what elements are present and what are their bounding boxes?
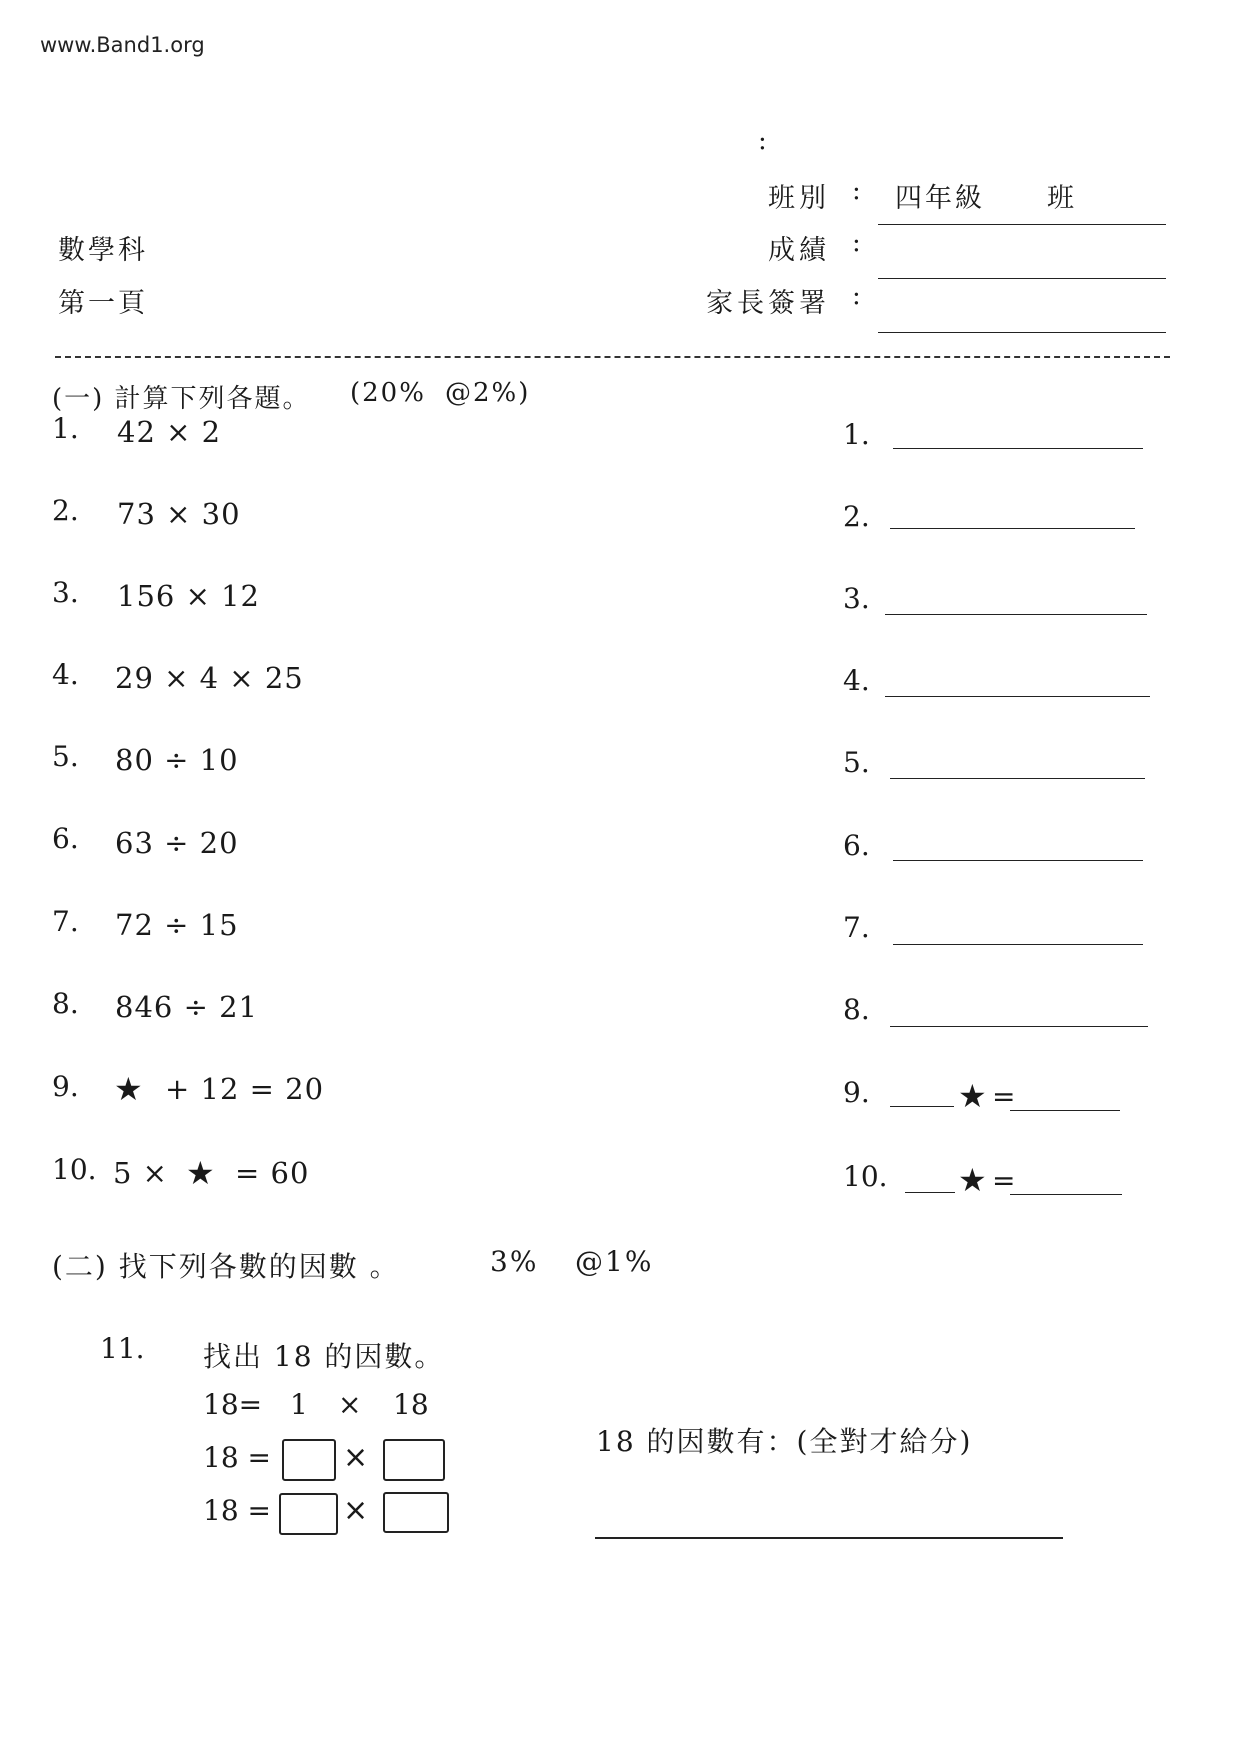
question-7-number: 7. xyxy=(52,905,79,938)
answer-7-line[interactable] xyxy=(893,944,1143,945)
question-11-number: 11. xyxy=(100,1332,145,1365)
section2-title: (二) 找下列各數的因數 。 xyxy=(52,1250,400,1283)
question-9-number: 9. xyxy=(52,1070,79,1103)
question-8-number: 8. xyxy=(52,987,79,1020)
header-divider xyxy=(55,356,1170,358)
factor-row-1-op: × xyxy=(338,1388,362,1421)
question-11-prompt: 找出 18 的因數。 xyxy=(203,1340,445,1373)
factor-row-2-lhs: 18 = xyxy=(203,1441,271,1474)
question-6-expression: 63 ÷ 20 xyxy=(115,826,239,860)
score-underline xyxy=(878,278,1166,279)
answer-2-line[interactable] xyxy=(890,528,1135,529)
answer-3-line[interactable] xyxy=(885,614,1147,615)
question-1-number: 1. xyxy=(52,412,79,445)
star-icon: ★ xyxy=(186,1154,215,1192)
question-10-number: 10. xyxy=(52,1153,97,1186)
section2-each: @1% xyxy=(575,1245,654,1278)
answer-9-blank-before-star[interactable] xyxy=(890,1106,954,1107)
answer-6-number: 6. xyxy=(843,829,870,862)
factor-row-1-b: 18 xyxy=(393,1388,429,1421)
subject-title: 數學科 xyxy=(58,235,148,266)
score-colon: : xyxy=(852,228,861,258)
answer-2-number: 2. xyxy=(843,500,870,533)
star-icon: ★ xyxy=(958,1077,987,1115)
answer-8-number: 8. xyxy=(843,993,870,1026)
answer-1-number: 1. xyxy=(843,418,870,451)
factor-row-1-lhs: 18= xyxy=(203,1388,263,1421)
section1-marks: (20% xyxy=(350,378,426,408)
question-2-number: 2. xyxy=(52,494,79,527)
score-label: 成績 xyxy=(768,235,830,266)
question-5-number: 5. xyxy=(52,740,79,773)
answer-8-line[interactable] xyxy=(890,1026,1148,1027)
parent-signature-colon: : xyxy=(852,281,861,311)
question-10-expression-right: = 60 xyxy=(235,1156,310,1190)
answer-9-number: 9. xyxy=(843,1076,870,1109)
answer-9-line[interactable] xyxy=(1010,1110,1120,1111)
factor-row-2-box-b[interactable] xyxy=(383,1439,445,1481)
factor-row-3-op: × xyxy=(343,1493,369,1528)
question-5-expression: 80 ÷ 10 xyxy=(115,743,239,777)
star-icon: ★ xyxy=(114,1070,143,1108)
factor-row-3-lhs: 18 = xyxy=(203,1494,271,1527)
answer-10-number: 10. xyxy=(843,1160,888,1193)
answer-4-line[interactable] xyxy=(885,696,1150,697)
question-7-expression: 72 ÷ 15 xyxy=(115,908,239,942)
answer-10-line[interactable] xyxy=(1010,1194,1122,1195)
answer-5-number: 5. xyxy=(843,746,870,779)
question-2-expression: 73 × 30 xyxy=(117,497,241,531)
section1-title: (一) 計算下列各題。 xyxy=(52,384,311,414)
answer-10-equals: = xyxy=(992,1164,1016,1197)
question-6-number: 6. xyxy=(52,822,79,855)
question-4-number: 4. xyxy=(52,658,79,691)
star-icon: ★ xyxy=(958,1161,987,1199)
answer-1-line[interactable] xyxy=(893,448,1143,449)
parent-signature-label: 家長簽署 xyxy=(706,288,830,319)
factor-row-2-box-a[interactable] xyxy=(282,1439,336,1481)
question-1-expression: 42 × 2 xyxy=(117,415,222,449)
factor-row-3-box-b[interactable] xyxy=(383,1492,449,1533)
factors-answer-line[interactable] xyxy=(595,1537,1063,1539)
class-label: 班別 xyxy=(768,183,830,214)
class-underline xyxy=(878,224,1166,225)
factor-row-1-a: 1 xyxy=(290,1388,308,1421)
section1-each: @2%) xyxy=(445,378,531,408)
answer-9-equals: = xyxy=(992,1080,1016,1113)
class-value[interactable]: 四年級 xyxy=(895,183,985,214)
answer-4-number: 4. xyxy=(843,664,870,697)
answer-6-line[interactable] xyxy=(893,860,1143,861)
top-colon-mark: : xyxy=(758,126,767,156)
class-colon: : xyxy=(852,176,861,206)
answer-5-line[interactable] xyxy=(890,778,1145,779)
question-9-expression: + 12 = 20 xyxy=(165,1072,325,1106)
factor-row-2-op: × xyxy=(343,1440,369,1475)
factor-row-3-box-a[interactable] xyxy=(279,1493,338,1535)
factors-answer-label: 18 的因數有：(全對才給分) xyxy=(596,1425,973,1458)
question-3-number: 3. xyxy=(52,576,79,609)
answer-3-number: 3. xyxy=(843,582,870,615)
section2-marks: 3% xyxy=(490,1245,539,1278)
question-3-expression: 156 × 12 xyxy=(117,579,260,613)
class-suffix: 班 xyxy=(1047,183,1077,214)
page-title: 第一頁 xyxy=(58,288,148,319)
question-8-expression: 846 ÷ 21 xyxy=(115,990,258,1024)
site-url: www.Band1.org xyxy=(40,33,205,57)
question-4-expression: 29 × 4 × 25 xyxy=(115,661,304,695)
question-10-expression-left: 5 × xyxy=(113,1156,168,1190)
answer-10-blank-before-star[interactable] xyxy=(905,1192,955,1193)
parent-signature-underline xyxy=(878,332,1166,333)
answer-7-number: 7. xyxy=(843,911,870,944)
